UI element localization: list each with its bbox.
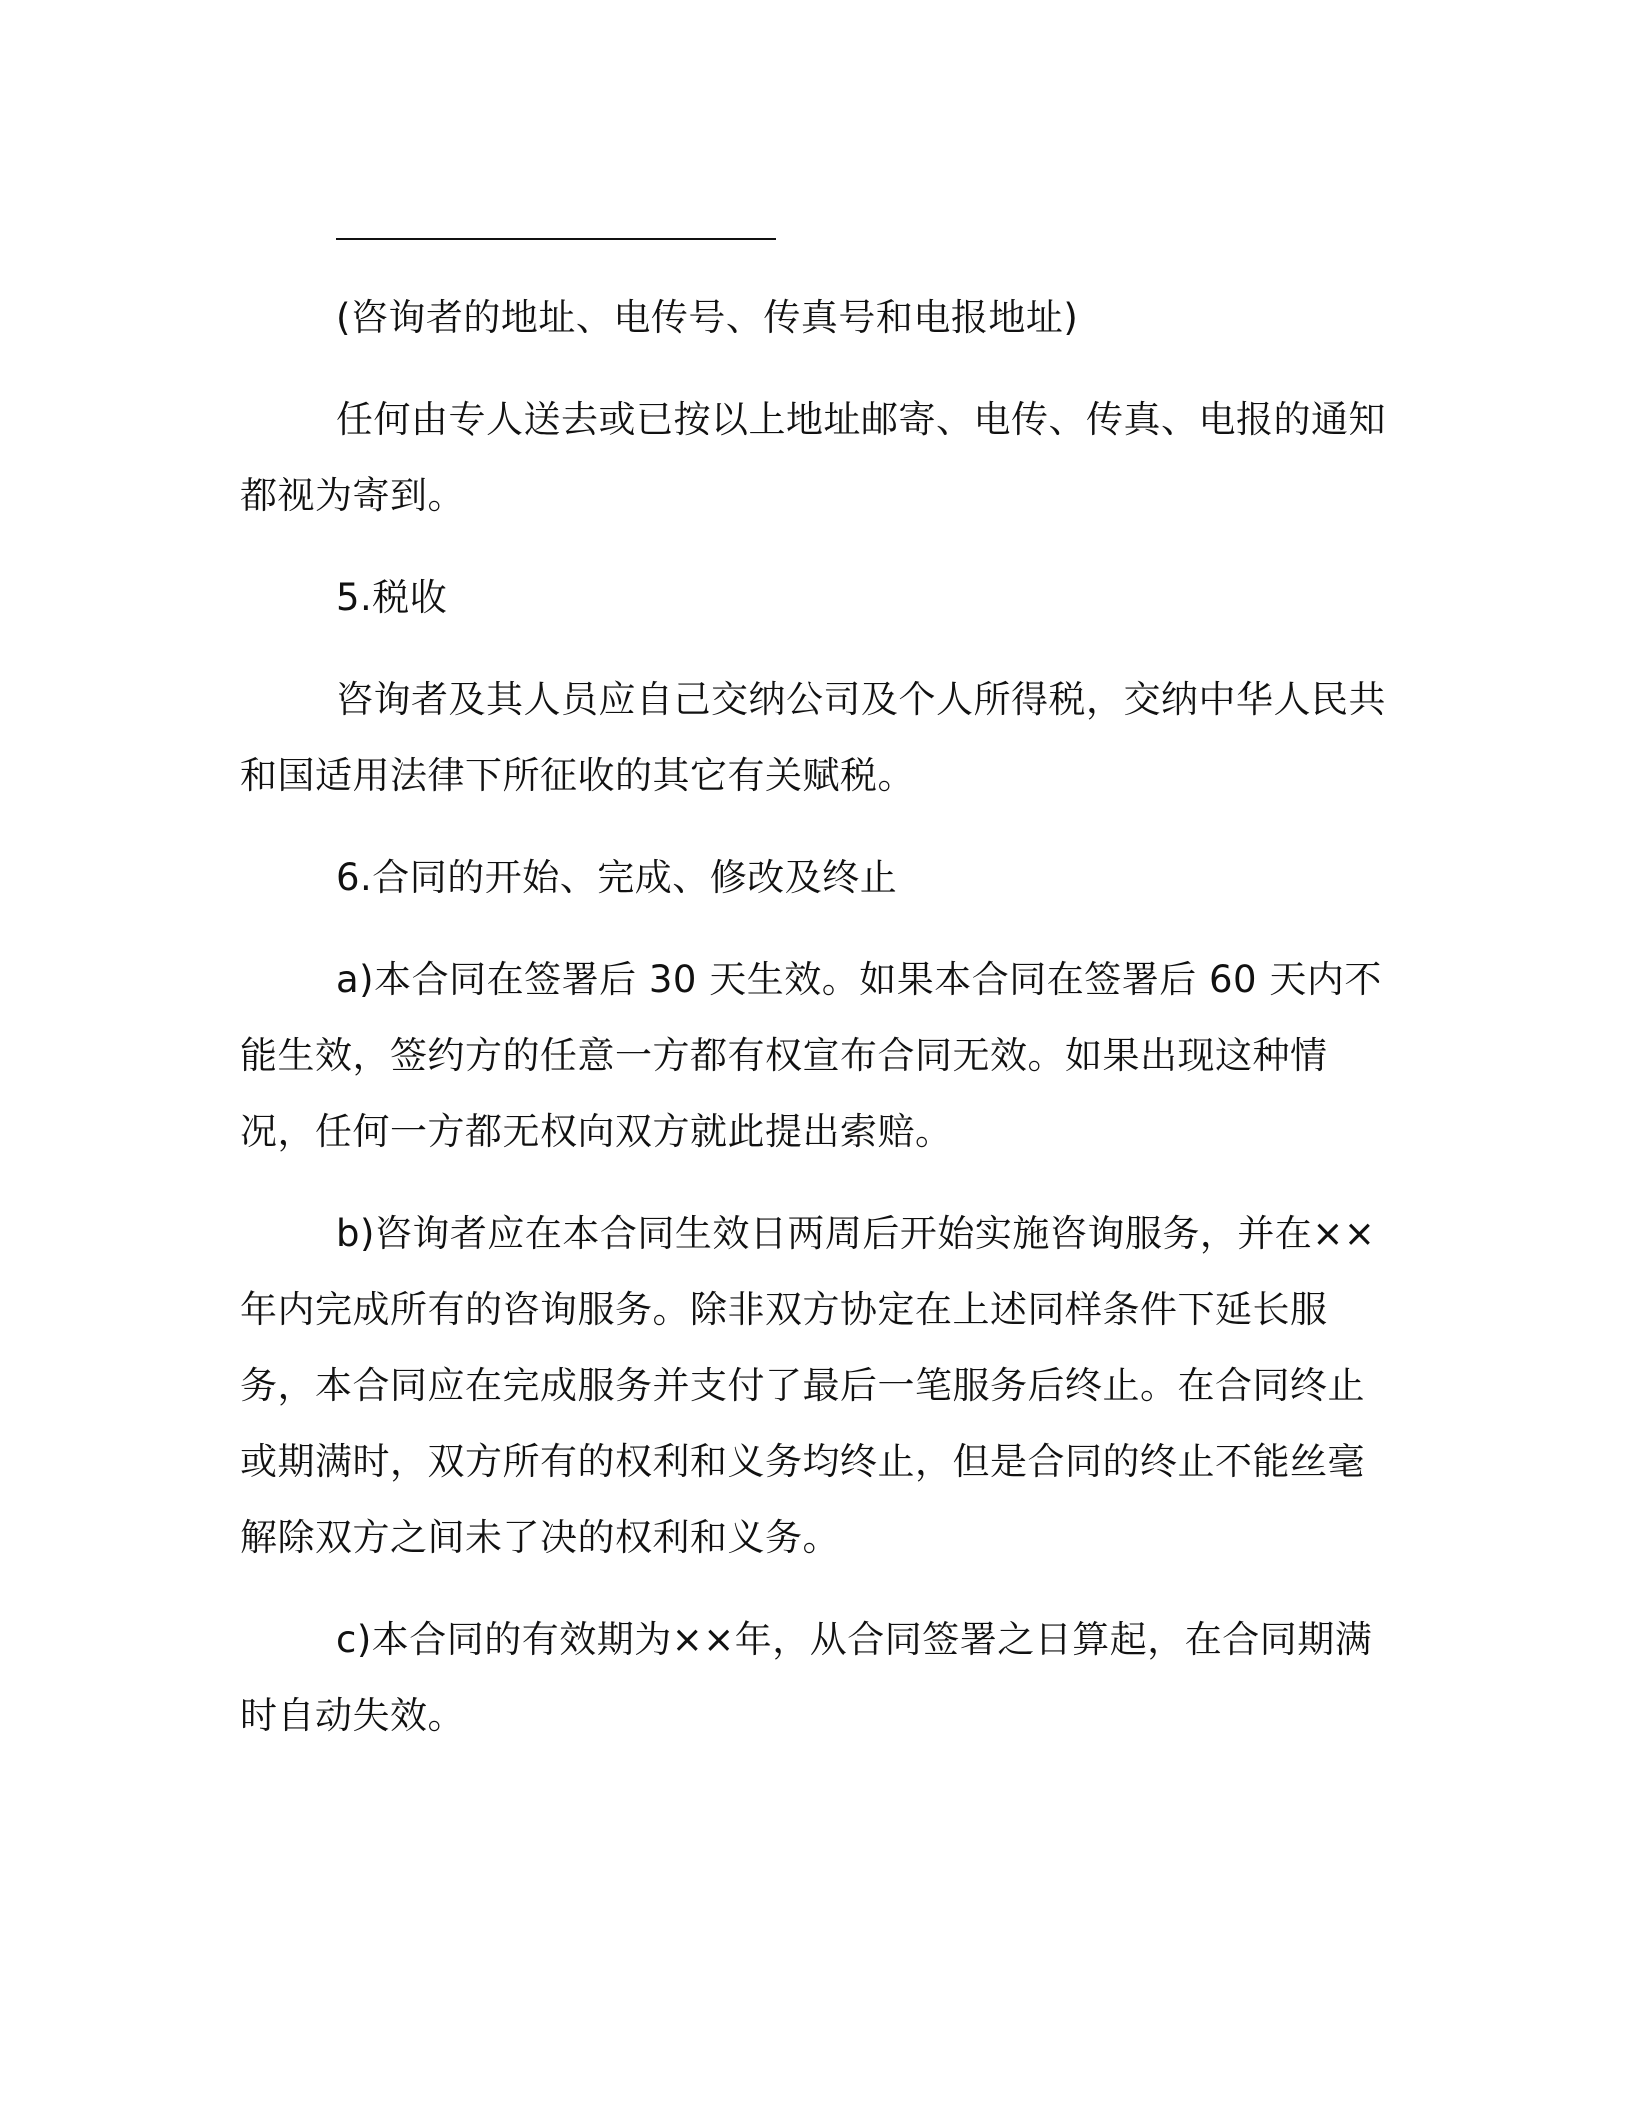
section-6-clause-c: c)本合同的有效期为××年，从合同签署之日算起，在合同期满时自动失效。 xyxy=(240,1618,1373,1737)
address-placeholder: (咨询者的地址、电传号、传真号和电报地址) xyxy=(336,296,1079,339)
section-5-body: 咨询者及其人员应自己交纳公司及个人所得税，交纳中华人民共和国适用法律下所征收的其它有关赋税。 xyxy=(240,678,1386,797)
section-6-heading: 6.合同的开始、完成、修改及终止 xyxy=(336,856,898,899)
notice-paragraph: 任何由专人送去或已按以上地址邮寄、电传、传真、电报的通知都视为寄到。 xyxy=(240,398,1386,517)
section-5-heading: 5.税收 xyxy=(336,576,448,619)
section-6-clause-b: b)咨询者应在本合同生效日两周后开始实施咨询服务，并在××年内完成所有的咨询服务。除非双方协定在上述同样条件下延长服务，本合同应在完成服务并支付了最后一笔服务后终止。在合同终止或期满时，双方所有的权利和义务均终止，但是合同的终止不能丝毫解除双方之间未了决的权利和义务。 xyxy=(240,1212,1376,1559)
signature-blank-line xyxy=(336,238,776,240)
section-6-clause-a: a)本合同在签署后 30 天生效。如果本合同在签署后 60 天内不能生效，签约方的任意一方都有权宣布合同无效。如果出现这种情况，任何一方都无权向双方就此提出索赔。 xyxy=(240,958,1382,1153)
document-body xyxy=(240,200,1390,1780)
